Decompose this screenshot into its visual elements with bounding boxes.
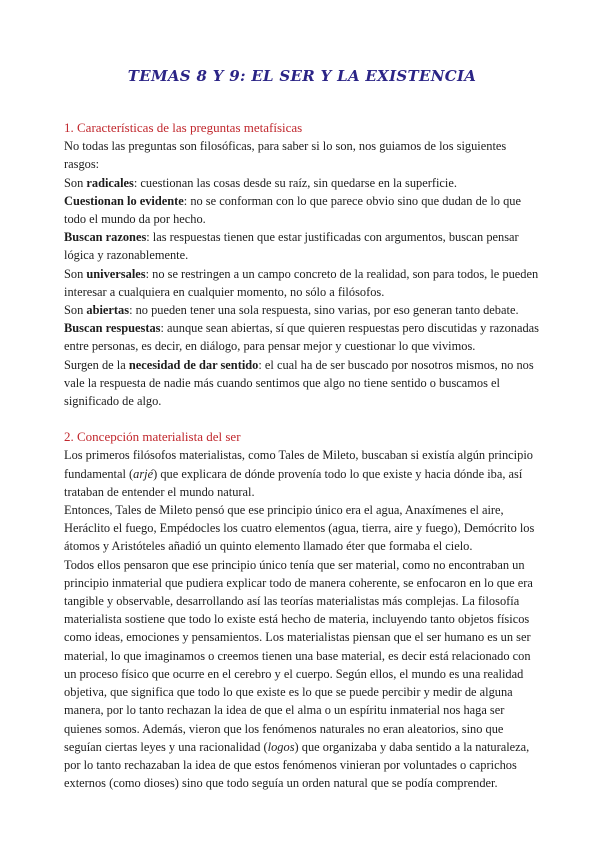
section-metaphysical-questions bbox=[64, 119, 540, 410]
section-heading: 2. Concepción materialista del ser bbox=[64, 429, 241, 445]
paragraph: Entonces, Tales de Mileto pensó que ese principio único era el agua, Anaxímenes el aire, Heráclito el fuego, Empédocles los cuatro elementos (agua, tierra, aire y fuego), Demócrito los átomos y Aristóteles añadió un quinto elemento llamado éter que formaba el cielo. bbox=[64, 503, 535, 554]
text: : no pueden tener una sola respuesta, sino varias, por eso generan tanto debate. bbox=[129, 303, 519, 318]
trait-name: universales bbox=[86, 266, 146, 281]
paragraph: No todas las preguntas son filosóficas, para saber si lo son, nos guiamos de los siguientes rasgos: bbox=[64, 139, 507, 172]
trait-item bbox=[64, 301, 540, 319]
text: : aunque sean abiertas, sí que quieren respuestas pero discutidas y razonadas entre personas, es decir, en diálogo, para pensar mejor y cuestionar lo que vivimos. bbox=[64, 321, 539, 354]
trait-item bbox=[64, 228, 540, 264]
trait-name: Cuestionan lo evidente bbox=[64, 193, 184, 208]
section-heading: 1. Características de las preguntas metafísicas bbox=[64, 120, 303, 135]
text: Son bbox=[64, 266, 87, 281]
italic-term: logos bbox=[267, 739, 295, 754]
trait-item bbox=[64, 356, 540, 411]
text: ) que explicara de dónde provenía todo lo que existe y hacia dónde iba, así trataban de entender el mundo natural. bbox=[64, 466, 523, 499]
text: Todos ellos pensaron que ese principio único tenía que ser material, como no encontraban un principio inmaterial que pudiera explicar todo de manera coherente, se enfocaron en lo que era tangible y observable, desarrollando así las teorías materialistas más complejas. La filosofía materialista sostiene que todo lo existe está hecho de materia, incluyendo tanto objetos físicos como ideas, emociones y pensamientos. Los materialistas piensan que el ser humano es un ser material, lo que imaginamos o creemos tienen una base material, es decir está relacionado con un proceso físico que ocurre en el cerebro y el cuerpo. Según ellos, el mundo es una realidad objetiva, que significa que todo lo que existe es lo que se puede percibir y medir de alguna manera, por lo tanto rechazan la idea de que el alma o un espíritu inmaterial nos haga ser quienes somos. Además, vieron que los fenómenos naturales no eran aleatorios, sino que seguían ciertas leyes y una racionalidad ( bbox=[64, 557, 533, 754]
text: : no se conforman con lo que parece obvio sino que dudan de lo que todo el mundo da por hecho. bbox=[64, 193, 521, 227]
text: : las respuestas tienen que estar justificadas con argumentos, buscan pensar lógica y razonablemente. bbox=[64, 230, 519, 263]
trait-item bbox=[64, 174, 540, 192]
paragraph bbox=[64, 556, 540, 793]
trait-name: Buscan respuestas bbox=[64, 321, 161, 336]
text: Los primeros filósofos materialistas, como Tales de Mileto, buscaban si existía algún principio fundamental ( bbox=[64, 448, 533, 481]
trait-name: radicales bbox=[86, 175, 134, 190]
document-title: TEMAS 8 Y 9: EL SER Y LA EXISTENCIA bbox=[127, 67, 477, 85]
text: : cuestionan las cosas desde su raíz, sin quedarse en la superficie. bbox=[133, 175, 457, 190]
trait-item bbox=[64, 265, 540, 301]
trait-list bbox=[64, 174, 540, 411]
trait-name: necesidad de dar sentido bbox=[128, 357, 259, 372]
text: ) que organizaba y daba sentido a la naturaleza, por lo tanto rechazaban la idea de que estos fenómenos vinieran por voluntades o caprichos externos (como dioses) sino que todo seguía un orden natural que se podía comprender. bbox=[64, 739, 530, 791]
text: Son bbox=[64, 303, 87, 318]
section-materialist-being bbox=[64, 428, 540, 792]
paragraph bbox=[64, 446, 540, 501]
trait-item bbox=[64, 319, 540, 355]
text: Surgen de la bbox=[64, 357, 129, 372]
text: : no se restringen a un campo concreto de la realidad, son para todos, le pueden interesar a cualquiera en cualquier momento, no sólo a filósofos. bbox=[64, 266, 539, 299]
text: : el cual ha de ser buscado por nosotros mismos, no nos vale la respuesta de nadie más cuando sentimos que algo no tiene sentido o buscamos el significado de algo. bbox=[64, 357, 534, 409]
text: Son bbox=[64, 175, 87, 190]
trait-name: Buscan razones bbox=[64, 230, 147, 245]
trait-name: abiertas bbox=[86, 303, 130, 318]
italic-term: arjé bbox=[133, 466, 154, 481]
trait-item bbox=[64, 192, 540, 228]
document-page bbox=[64, 0, 540, 812]
